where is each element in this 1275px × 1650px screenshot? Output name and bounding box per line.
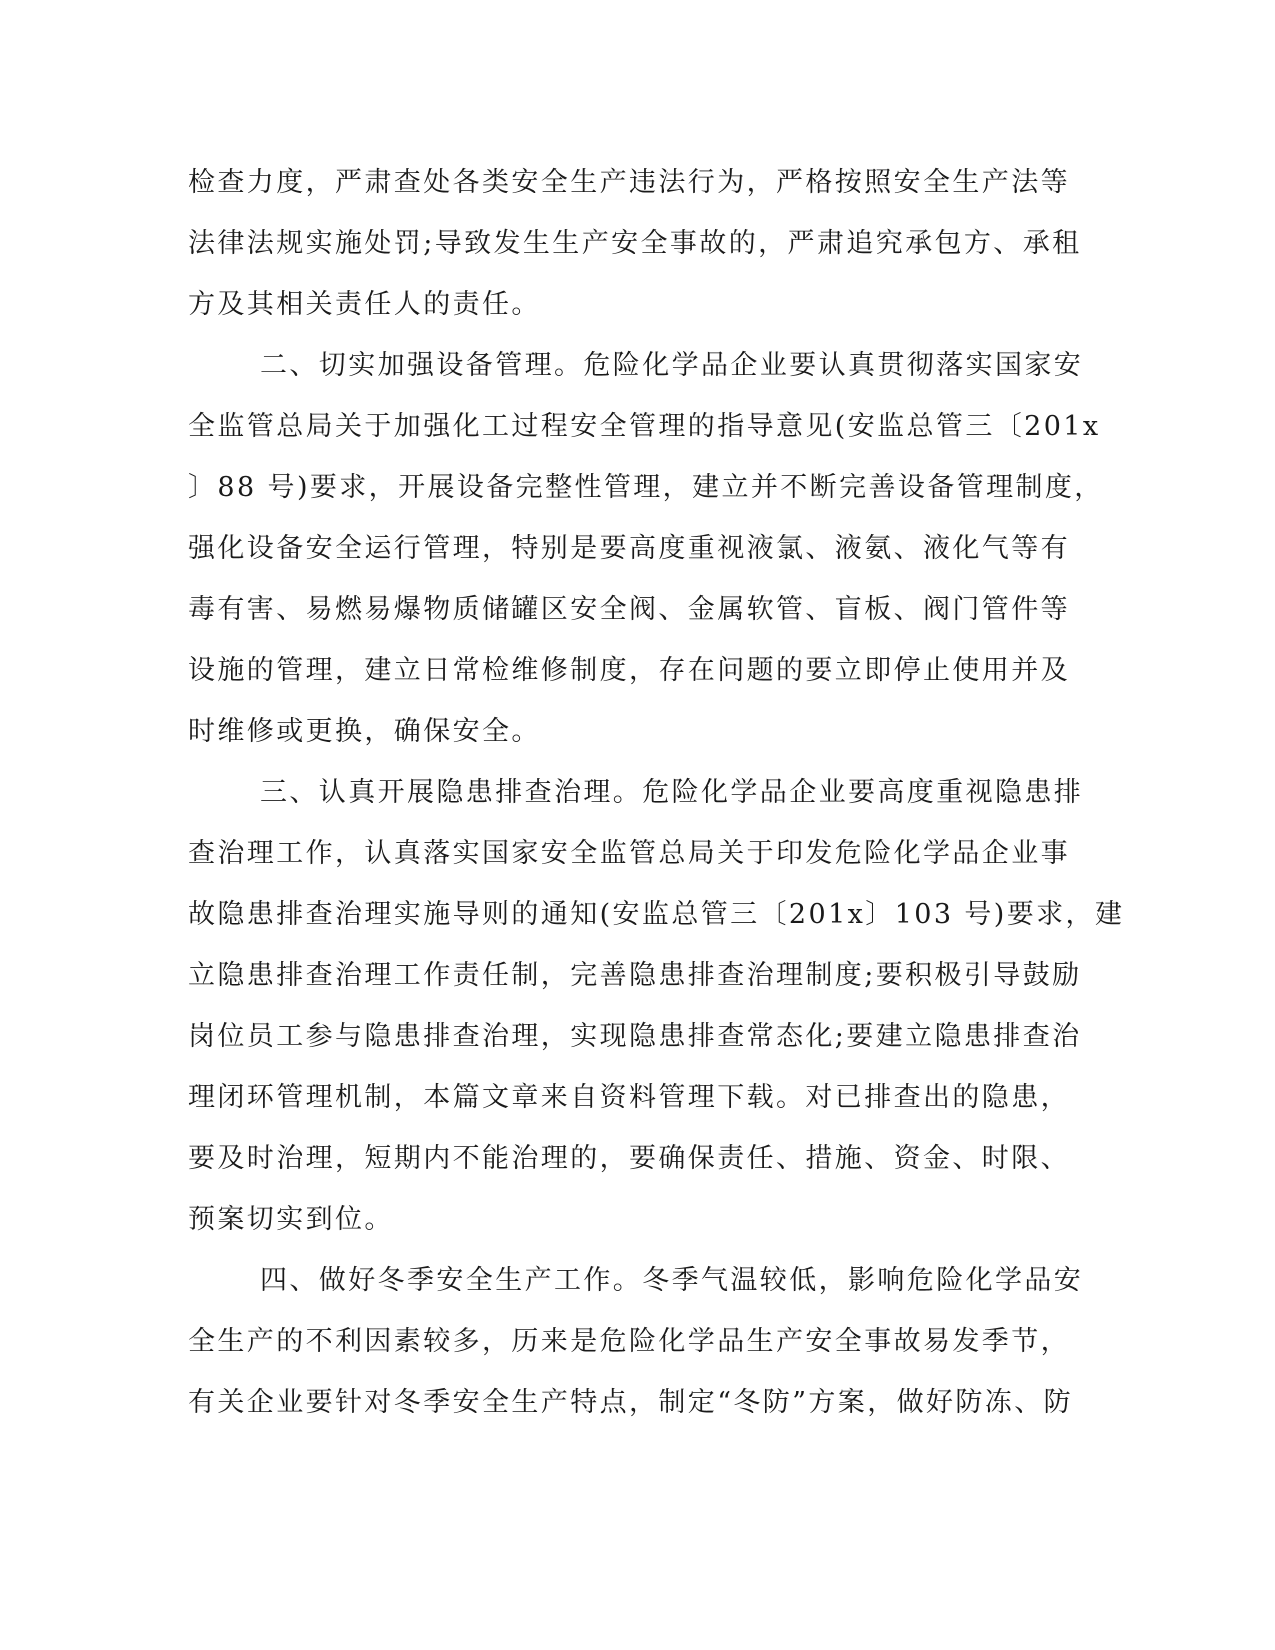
text-line: 故隐患排查治理实施导则的通知(安监总管三〔201x〕103 号)要求，建 xyxy=(188,899,1125,930)
text-line: 全监管总局关于加强化工过程安全管理的指导意见(安监总管三〔201x xyxy=(188,411,1101,442)
text-line: 立隐患排查治理工作责任制，完善隐患排查治理制度;要积极引导鼓励 xyxy=(188,960,1082,991)
section-four-heading-line: 四、做好冬季安全生产工作。冬季气温较低，影响危险化学品安 xyxy=(260,1265,1084,1296)
text-line: 岗位员工参与隐患排查治理，实现隐患排查常态化;要建立隐患排查治 xyxy=(188,1021,1082,1052)
text-line: 法律法规实施处罚;导致发生生产安全事故的，严肃追究承包方、承租 xyxy=(188,228,1082,259)
text-line: 时维修或更换，确保安全。 xyxy=(188,716,541,747)
text-line: 强化设备安全运行管理，特别是要高度重视液氯、液氨、液化气等有 xyxy=(188,533,1070,564)
text-line: 毒有害、易燃易爆物质储罐区安全阀、金属软管、盲板、阀门管件等 xyxy=(188,594,1070,625)
text-line: 〕88 号)要求，开展设备完整性管理，建立并不断完善设备管理制度， xyxy=(188,472,1104,503)
text-line: 设施的管理，建立日常检维修制度，存在问题的要立即停止使用并及 xyxy=(188,655,1070,686)
text-line: 理闭环管理机制，本篇文章来自资料管理下载。对已排查出的隐患， xyxy=(188,1082,1070,1113)
section-two-heading-line: 二、切实加强设备管理。危险化学品企业要认真贯彻落实国家安 xyxy=(260,350,1084,381)
text-line: 预案切实到位。 xyxy=(188,1204,394,1235)
text-line: 有关企业要针对冬季安全生产特点，制定“冬防”方案，做好防冻、防 xyxy=(188,1387,1074,1418)
text-line: 要及时治理，短期内不能治理的，要确保责任、措施、资金、时限、 xyxy=(188,1143,1070,1174)
text-line: 方及其相关责任人的责任。 xyxy=(188,289,541,320)
text-line: 查治理工作，认真落实国家安全监管总局关于印发危险化学品企业事 xyxy=(188,838,1070,869)
document-body xyxy=(188,164,1125,1445)
text-line: 全生产的不利因素较多，历来是危险化学品生产安全事故易发季节， xyxy=(188,1326,1070,1357)
section-three-heading-line: 三、认真开展隐患排查治理。危险化学品企业要高度重视隐患排 xyxy=(260,777,1084,808)
text-line: 检查力度，严肃查处各类安全生产违法行为，严格按照安全生产法等 xyxy=(188,167,1070,198)
